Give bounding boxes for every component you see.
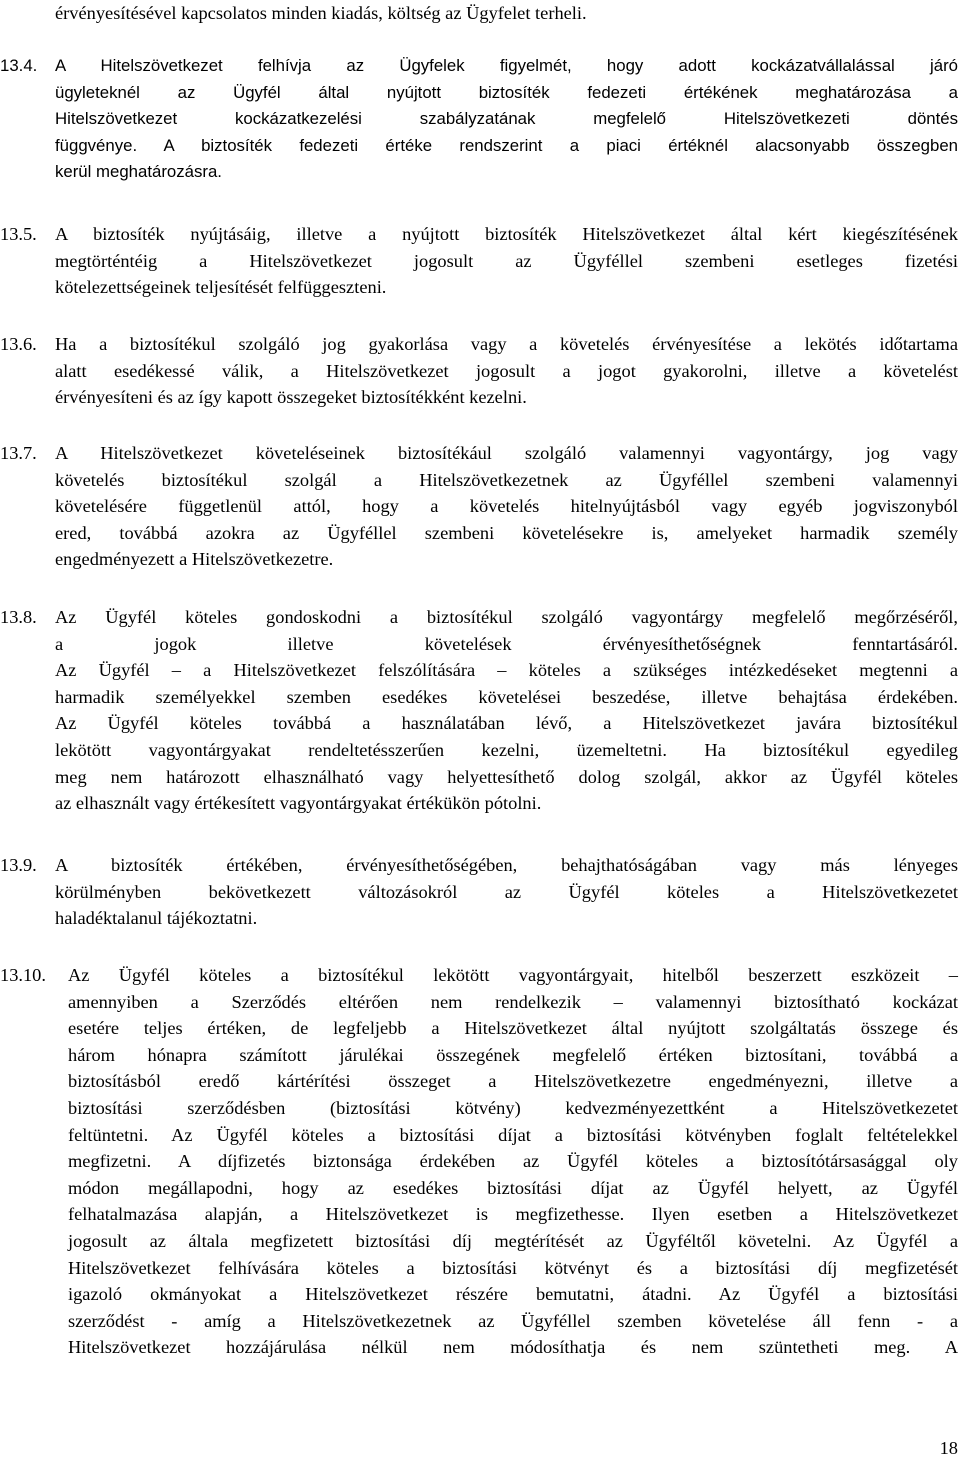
top-line-text [55,0,960,27]
text-line: kötelezettségeinek teljesítését felfüggeszteni. [55,277,387,298]
text-line: felhatalmazása alapján, a Hitelszövetkezet is megfizethesse. Ilyen esetben a Hitelszövetkezet [68,1204,958,1225]
section-number: 13.6. [0,334,37,354]
text-line: módon megállapodni, hogy az esedékes biztosítási díjat az Ügyfél helyett, az Ügyfél [68,1177,958,1198]
text-line: esetére teljes értéken, de legfeljebb a Hitelszövetkezet által nyújtott szolgáltatás összege és [68,1018,958,1039]
text-line: érvényesíteni és az így kapott összegeket biztosítékként kezelni. [55,387,527,408]
text-line: A Hitelszövetkezet felhívja az Ügyfelek figyelmét, hogy adott kockázatvállalással járó [55,56,958,75]
text-line: Az Ügyfél – a Hitelszövetkezet felszólítására – köteles a szükséges intézkedéseket megtenni a [55,660,958,681]
text-line: követelésére függetlenül attól, hogy a követelés hitelnyújtásból vagy egyéb jogviszonyból [55,496,958,517]
section-body [68,962,958,1361]
text-line: meg nem határozott elhasználható vagy helyettesíthető dolog szolgál, akkor az Ügyfél köteles [55,766,958,787]
text-line: alatt esedékessé válik, a Hitelszövetkezet jogosult a jogot gyakorolni, illetve a követelést [55,360,958,381]
text-line: igazoló okmányokat a Hitelszövetkezet részére bemutatni, átadni. Az Ügyfél a biztosítási [68,1284,958,1305]
text-line: szerződést - amíg a Hitelszövetkezetnek az Ügyféllel szemben követelése áll fenn - a [68,1310,958,1331]
text-line: Az Ügyfél köteles gondoskodni a biztosítékul szolgáló vagyontárgy megfelelő megőrzéséről, [55,607,958,627]
text-line: Hitelszövetkezet hozzájárulása nélkül nem módosíthatja és nem szüntetheti meg. A [68,1337,958,1358]
section-body [55,604,958,817]
text-line: Az Ügyfél köteles a biztosítékul lekötött vagyontárgyait, hitelből beszerzett eszközeit – [68,965,958,985]
text-line: a jogok illetve követelések érvényesíthetőségnek fenntartásáról. [55,633,958,654]
section-number: 13.9. [0,855,37,875]
text-line: engedményezett a Hitelszövetkezetre. [55,549,334,570]
text-line: haladéktalanul tájékoztatni. [55,908,258,929]
text-line: Hitelszövetkezet kockázatkezelési szabályzatának megfelelő Hitelszövetkezeti döntés [55,109,958,129]
page-number: 18 [939,1438,958,1458]
text-line: megfizetni. A díjfizetés biztonsága érdekében az Ügyfél köteles a biztosítótársasággal oly [68,1151,958,1172]
text-line: az elhasznált vagy értékesített vagyontárgyakat értékükön pótolni. [55,793,542,814]
text-line: harmadik személyekkel szemben esedékes követelései beszedése, illetve behajtása érdekében. [55,686,958,707]
text-line: feltüntetni. Az Ügyfél köteles a biztosítási díjat a biztosítási kötvényben foglalt feltételekkel [68,1124,958,1145]
section-body [55,53,958,186]
section-body [55,221,958,301]
text-line: A biztosíték értékében, érvényesíthetőségében, behajthatóságában vagy más lényeges [55,855,958,875]
text-line: három hónapra számított járulékai összegének megfelelő értéken biztosítani, továbbá a [68,1044,958,1065]
text-line: lekötött vagyontárgyakat rendeltetésszerűen kezelni, üzemeltetni. Ha biztosítékul egyedileg [55,739,958,760]
text-line: jogosult az általa megfizetett biztosítási díj megtérítését az Ügyféltől követelni. Az Ügyfél a [68,1230,958,1251]
text-line: ered, továbbá azokra az Ügyféllel szembeni követelésekre is, amelyeket harmadik személy [55,522,958,543]
section-number: 13.7. [0,443,37,463]
text-line: Ha a biztosítékul szolgáló jog gyakorlása vagy a követelés érvényesítése a lekötés időtartama [55,334,958,354]
section-body [55,331,958,411]
text-line: körülményben bekövetkezett változásokról az Ügyfél köteles a Hitelszövetkezetet [55,881,958,902]
section-number: 13.10. [0,965,46,985]
section-body [55,440,958,573]
text-line: ügyleteknél az Ügyfél által nyújtott biztosíték fedezeti értékének meghatározása a [55,82,958,102]
text-line: Hitelszövetkezet felhívására köteles a biztosítási kötvényt és a biztosítási díj megfizetését [68,1257,958,1278]
text-line: érvényesítésével kapcsolatos minden kiadás, költség az Ügyfelet terheli. [55,3,587,23]
section-number: 13.4. [0,56,38,75]
text-line: kerül meghatározásra. [55,162,222,182]
text-line: A biztosíték nyújtásáig, illetve a nyújtott biztosíték Hitelszövetkezet által kért kiegészítésének [55,224,958,244]
section-number: 13.8. [0,607,37,627]
text-line: Az Ügyfél köteles továbbá a használatában lévő, a Hitelszövetkezet javára biztosítékul [55,713,958,734]
text-line: követelés biztosítékul szolgál a Hitelszövetkezetnek az Ügyféllel szembeni valamennyi [55,469,958,490]
text-line: megtörténtéig a Hitelszövetkezet jogosult az Ügyféllel szembeni esetleges fizetési [55,250,958,271]
text-line: A Hitelszövetkezet követeléseinek biztosítékául szolgáló valamennyi vagyontárgy, jog vagy [55,443,958,463]
text-line: biztosításból eredő kártérítési összeget a Hitelszövetkezetre engedményezni, illetve a [68,1071,958,1092]
text-line: biztosítási szerződésben (biztosítási kötvény) kedvezményezettként a Hitelszövetkezetet [68,1097,958,1118]
text-line: amennyiben a Szerződés eltérően nem rendelkezik – valamennyi biztosítható kockázat [68,991,958,1012]
section-body [55,852,958,932]
text-line: függvénye. A biztosíték fedezeti értéke rendszerint a piaci értéknél alacsonyabb összegben [55,135,958,155]
section-number: 13.5. [0,224,37,244]
